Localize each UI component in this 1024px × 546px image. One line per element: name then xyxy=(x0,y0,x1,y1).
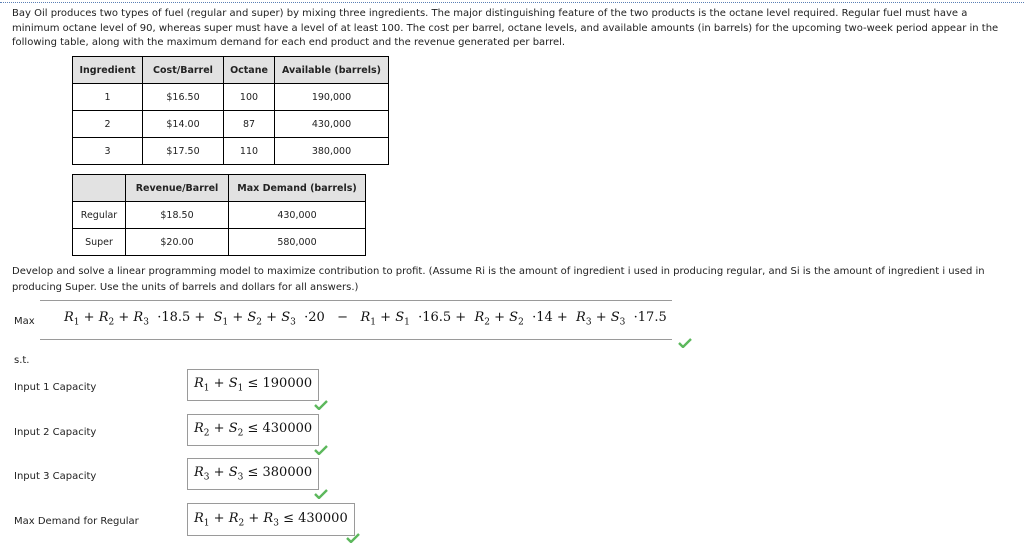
constraint-label-input-3: Input 3 Capacity xyxy=(14,471,97,482)
constraint-label-max-demand-regular: Max Demand for Regular xyxy=(14,516,139,527)
cell-demand: 430,000 xyxy=(229,202,366,229)
cell-cost: $14.00 xyxy=(143,111,224,138)
constraint-input-3[interactable]: $R_3 + S_3 \le 380000$ xyxy=(187,458,319,490)
check-icon xyxy=(314,489,328,499)
cell-ingredient: 2 xyxy=(73,111,143,138)
table-row xyxy=(73,202,366,229)
col-header-blank xyxy=(73,175,126,202)
cell-ingredient: 1 xyxy=(73,84,143,111)
cell-octane: 87 xyxy=(224,111,275,138)
constraint-input-1[interactable]: $R_1 + S_1 \le 190000$ xyxy=(187,369,319,401)
objective-input[interactable] xyxy=(40,300,672,340)
ingredient-table xyxy=(72,56,389,165)
cell-cost: $16.50 xyxy=(143,84,224,111)
check-icon xyxy=(314,400,328,410)
instructions-text: Develop and solve a linear programming model to maximize contribution to profit. (Assume Ri is the amount of ingredient i used in producing regular, and Si is the amount of ingredient i used in producing Super. Use the units of barrels and dollars for all answers.) xyxy=(12,266,985,293)
col-header-max-demand: Max Demand (barrels) xyxy=(229,175,366,202)
cell-available: 430,000 xyxy=(275,111,389,138)
cell-octane: 100 xyxy=(224,84,275,111)
top-dotted-rule xyxy=(0,2,1024,3)
col-header-available: Available (barrels) xyxy=(275,57,389,84)
cell-available: 190,000 xyxy=(275,84,389,111)
problem-intro: Bay Oil produces two types of fuel (regular and super) by mixing three ingredients. The major distinguishing feature of the two products is the octane level required. Regular fuel must have a minimum octane level of 90, whereas super must have a level of at least 100. The cost per barrel, octane levels, and available amounts (in barrels) for the upcoming two-week period appear in the following table, along with the maximum demand for each end product and the revenue generated per barrel. xyxy=(12,8,999,49)
cell-revenue: $20.00 xyxy=(126,229,229,256)
product-table xyxy=(72,174,366,256)
check-icon xyxy=(346,533,360,543)
cell-available: 380,000 xyxy=(275,138,389,165)
cell-ingredient: 3 xyxy=(73,138,143,165)
cell-product: Super xyxy=(73,229,126,256)
check-icon xyxy=(678,338,692,348)
table-row xyxy=(73,229,366,256)
table-row xyxy=(73,111,389,138)
constraint-input-4[interactable]: $R_1 + R_2 + R_3 \le 430000$ xyxy=(187,503,355,536)
cell-product: Regular xyxy=(73,202,126,229)
st-label: s.t. xyxy=(14,355,30,366)
cell-demand: 580,000 xyxy=(229,229,366,256)
objective-expression: $R_1 + R_2 + R_3 \cdot 18.5 + S_1 + S_2 + S_3 \cdot 20 - R_1 + S_1 \cdot 16.5 + R_2 + S_2 \cdot 14 + R_3 + S_3 \cdot 17.5$ xyxy=(64,310,667,328)
cell-octane: 110 xyxy=(224,138,275,165)
table-row xyxy=(73,84,389,111)
cell-revenue: $18.50 xyxy=(126,202,229,229)
col-header-revenue: Revenue/Barrel xyxy=(126,175,229,202)
col-header-cost: Cost/Barrel xyxy=(143,57,224,84)
max-label: Max xyxy=(14,316,35,327)
constraint-label-input-2: Input 2 Capacity xyxy=(14,427,97,438)
check-icon xyxy=(314,445,328,455)
cell-cost: $17.50 xyxy=(143,138,224,165)
table-row xyxy=(73,138,389,165)
constraint-label-input-1: Input 1 Capacity xyxy=(14,382,97,393)
constraint-input-2[interactable]: $R_2 + S_2 \le 430000$ xyxy=(187,414,319,446)
col-header-octane: Octane xyxy=(224,57,275,84)
col-header-ingredient: Ingredient xyxy=(73,57,143,84)
